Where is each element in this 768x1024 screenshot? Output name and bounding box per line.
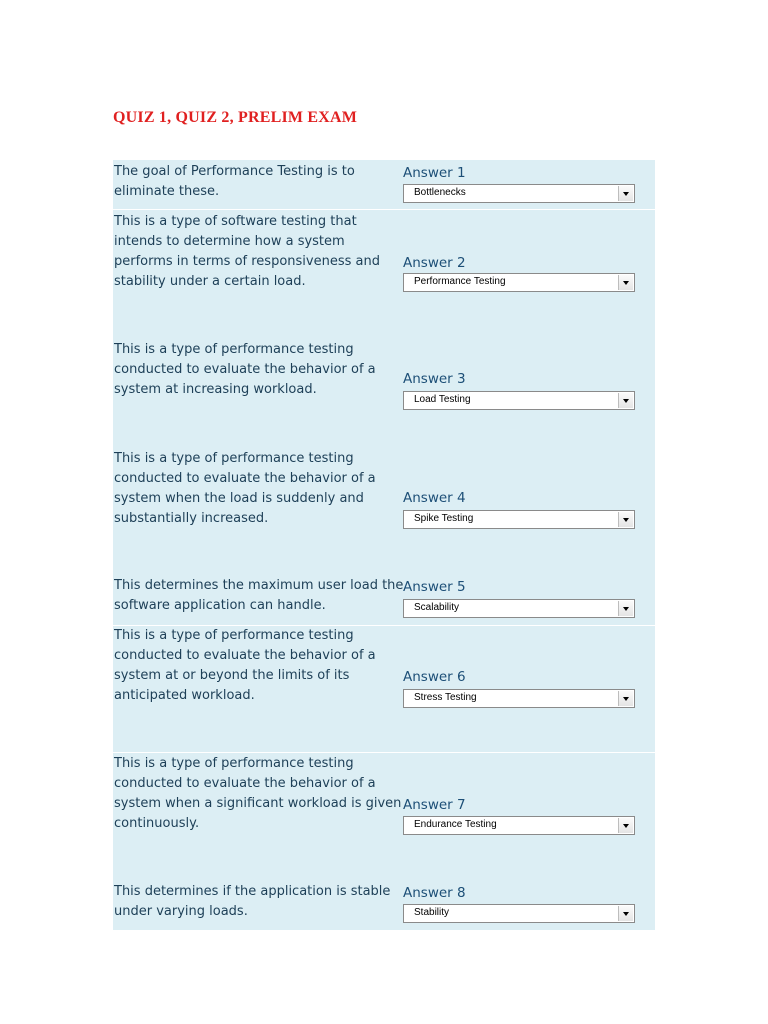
- answer-select-value-8: Stability: [414, 907, 450, 918]
- answer-select-value-2: Performance Testing: [414, 276, 506, 287]
- answer-label-2: Answer 2: [403, 255, 466, 271]
- question-row-5: [113, 575, 655, 625]
- question-text-3: This is a type of performance testing conducted to evaluate the behavior of a system at increasing workload.: [114, 342, 376, 397]
- answer-select-3[interactable]: [403, 391, 635, 410]
- chevron-down-icon[interactable]: [618, 186, 633, 201]
- chevron-down-icon[interactable]: [618, 691, 633, 706]
- question-row-3: [113, 338, 655, 446]
- question-text-1: The goal of Performance Testing is to eliminate these.: [114, 164, 355, 199]
- answer-select-8[interactable]: [403, 904, 635, 923]
- chevron-down-icon[interactable]: [618, 275, 633, 290]
- question-text-2: This is a type of software testing that intends to determine how a system performs in terms of responsiveness and stability under a certain load.: [114, 214, 380, 289]
- answer-label-8: Answer 8: [403, 885, 466, 901]
- answer-label-5: Answer 5: [403, 579, 466, 595]
- question-text-4: This is a type of performance testing conducted to evaluate the behavior of a system when the load is suddenly and substantially increased.: [114, 451, 376, 526]
- question-text-8: This determines if the application is stable under varying loads.: [114, 884, 391, 919]
- question-row-4: [113, 447, 655, 575]
- answer-label-1: Answer 1: [403, 165, 466, 181]
- answer-label-4: Answer 4: [403, 490, 466, 506]
- chevron-down-icon[interactable]: [618, 393, 633, 408]
- chevron-down-icon[interactable]: [618, 512, 633, 527]
- answer-select-value-6: Stress Testing: [414, 692, 477, 703]
- question-row-1: [113, 160, 655, 209]
- question-text-5: This determines the maximum user load the software application can handle.: [114, 578, 404, 613]
- answer-select-4[interactable]: [403, 510, 635, 529]
- question-row-8: [113, 880, 655, 930]
- chevron-down-icon[interactable]: [618, 906, 633, 921]
- chevron-down-icon[interactable]: [618, 818, 633, 833]
- answer-select-value-4: Spike Testing: [414, 513, 474, 524]
- question-row-7: [113, 752, 655, 881]
- answer-select-5[interactable]: [403, 599, 635, 618]
- question-text-6: This is a type of performance testing conducted to evaluate the behavior of a system at or beyond the limits of its anticipated workload.: [114, 628, 376, 703]
- chevron-down-icon[interactable]: [618, 601, 633, 616]
- answer-select-1[interactable]: [403, 184, 635, 203]
- answer-label-6: Answer 6: [403, 669, 466, 685]
- question-row-6: [113, 625, 655, 753]
- question-row-2: [113, 209, 655, 338]
- answer-select-value-3: Load Testing: [414, 394, 471, 405]
- answer-select-value-1: Bottlenecks: [414, 187, 466, 198]
- answer-select-value-5: Scalability: [414, 602, 460, 613]
- quiz-table: [113, 160, 655, 930]
- answer-label-7: Answer 7: [403, 797, 466, 813]
- answer-select-6[interactable]: [403, 689, 635, 708]
- answer-select-7[interactable]: [403, 816, 635, 835]
- page-title: QUIZ 1, QUIZ 2, PRELIM EXAM: [113, 109, 358, 126]
- question-text-7: This is a type of performance testing conducted to evaluate the behavior of a system when a significant workload is given continuously.: [114, 756, 402, 831]
- answer-select-2[interactable]: [403, 273, 635, 292]
- answer-select-value-7: Endurance Testing: [414, 819, 497, 830]
- answer-label-3: Answer 3: [403, 371, 466, 387]
